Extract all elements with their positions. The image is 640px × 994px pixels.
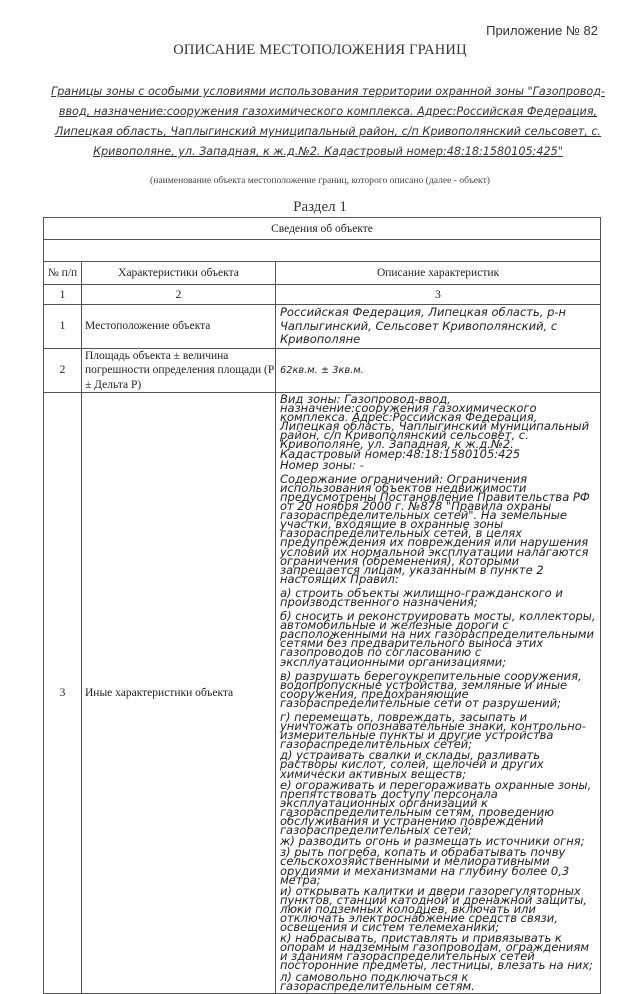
row-num: 1 xyxy=(44,305,82,349)
col-number-1: 1 xyxy=(44,285,82,305)
restriction-paragraph: к) набрасывать, приставлять и привязывать к опорам и надземным газопроводам, ограждениям и зданиям газораспределительных сетей посторонние предметы, лестницы, влезать на них; xyxy=(280,931,593,973)
restriction-paragraph: д) устраивать свалки и склады, разливать растворы кислот, солей, щелочей и других химически активных веществ; xyxy=(280,748,544,781)
restriction-paragraph: г) перемещать, повреждать, засыпать и уничтожать опознавательные знаки, контрольно-измерительные пункты и другие устройства газораспределительных сетей; xyxy=(280,710,586,752)
restriction-paragraph: б) сносить и реконструировать мосты, коллекторы, автомобильные и железные дороги с расположенными на них газораспределительными сетями без предварительного выноса этих газопроводов по согласованию с эксплуатационными организациями; xyxy=(280,609,596,669)
col-header-characteristic: Характеристики объекта xyxy=(82,262,276,285)
table-title: Сведения об объекте xyxy=(44,218,601,240)
restriction-paragraph: Вид зоны: Газопровод-ввод, назначение:сооружения газохимического комплекса. Адрес:Российская Федерация, Липецкая область, Чаплыгинский муниципальный район, с/п Кривополянский сельсовет, с. Кривополяне, ул. Западная, к ж.д.№2. Кадастровый номер:48:18:1580105:425 xyxy=(280,392,590,461)
row-label: Местоположение объекта xyxy=(82,305,276,349)
row-value-restrictions xyxy=(276,393,601,994)
restriction-paragraph: ж) разводить огонь и размещать источники огня; xyxy=(280,834,585,849)
object-caption: (наименование объекта местоположение границ, которого описано (далее - объект) xyxy=(150,175,490,186)
row-num: 3 xyxy=(44,393,82,994)
table-row xyxy=(44,305,601,349)
table-row xyxy=(44,393,601,994)
document-title: ОПИСАНИЕ МЕСТОПОЛОЖЕНИЯ ГРАНИЦ xyxy=(173,42,467,58)
table-row xyxy=(44,348,601,393)
row-value: Российская Федерация, Липецкая область, р-н Чаплыгинский, Сельсовет Кривополянский, с Кривополяне xyxy=(276,305,601,349)
col-header-num: № п/п xyxy=(44,262,82,285)
row-value: 62кв.м. ± 3кв.м. xyxy=(276,348,601,393)
appendix-number: Приложение № 82 xyxy=(486,23,598,38)
object-info-table xyxy=(43,217,601,994)
restriction-paragraph: и) открывать калитки и двери газорегуляторных пунктов, станций катодной и дренажной защиты, люки подземных колодцев, включать или отключать электроснабжение средств связи, освещения и систем телемеханики; xyxy=(280,883,587,935)
row-label: Площадь объекта ± величина погрешности определения площади (Р ± Дельта Р) xyxy=(82,348,276,393)
row-label: Иные характеристики объекта xyxy=(82,393,276,994)
restriction-paragraph: а) строить объекты жилищно-гражданского и производственного назначения; xyxy=(280,585,563,609)
table-blank-row xyxy=(44,240,601,262)
restriction-paragraph: л) самовольно подключаться к газораспределительным сетям. xyxy=(280,969,475,993)
restriction-paragraph: Номер зоны: - xyxy=(280,457,364,472)
col-number-2: 2 xyxy=(82,285,276,305)
zone-description: Границы зоны с особыми условиями использования территории охранной зоны "Газопровод-ввод, назначение:сооружения газохимического комплекса. Адрес:Российская Федерация, Липецкая область, Чаплыгинский муниципальный район, с/п Кривополянский сельсовет, с. Кривополяне, ул. Западная, к ж.д.№2. Кадастровый номер:48:18:1580105:425" xyxy=(50,85,606,158)
col-header-description: Описание характеристик xyxy=(276,262,601,285)
col-number-3: 3 xyxy=(276,285,601,305)
row-num: 2 xyxy=(44,348,82,393)
restriction-paragraph: е) огораживать и перегораживать охранные зоны, препятствовать доступу персонала эксплуатационных организаций к газораспределительным сетям, проведению обслуживания и устранению повреждений газораспределительных сетей; xyxy=(280,777,592,838)
restriction-paragraph: з) рыть погреба, копать и обрабатывать почву сельскохозяйственными и мелиоративными орудиями и механизмами на глубину более 0,3 метра; xyxy=(280,845,570,887)
section-title: Раздел 1 xyxy=(293,199,347,215)
restriction-paragraph: в) разрушать берегоукрепительные сооружения, водопропускные устройства, земляные и иные сооружения, предохраняющие газораспределительные сети от разрушений; xyxy=(280,668,582,710)
restriction-paragraph: Содержание ограничений: Ограничения использования объектов недвижимости предусмотрены Постановление Правительства РФ от 20 ноября 2000 г. №878 "Правила охраны газораспределительных сетей". На земельные участки, входящие в охранные зоны газораспределительных сетей, в целях предупреждения их повреждения или нарушения условий их нормальной эксплуатации налагаются ограничения (обременения), которыми запрещается лицам, указанным в пункте 2 настоящих Правил: xyxy=(280,471,590,586)
